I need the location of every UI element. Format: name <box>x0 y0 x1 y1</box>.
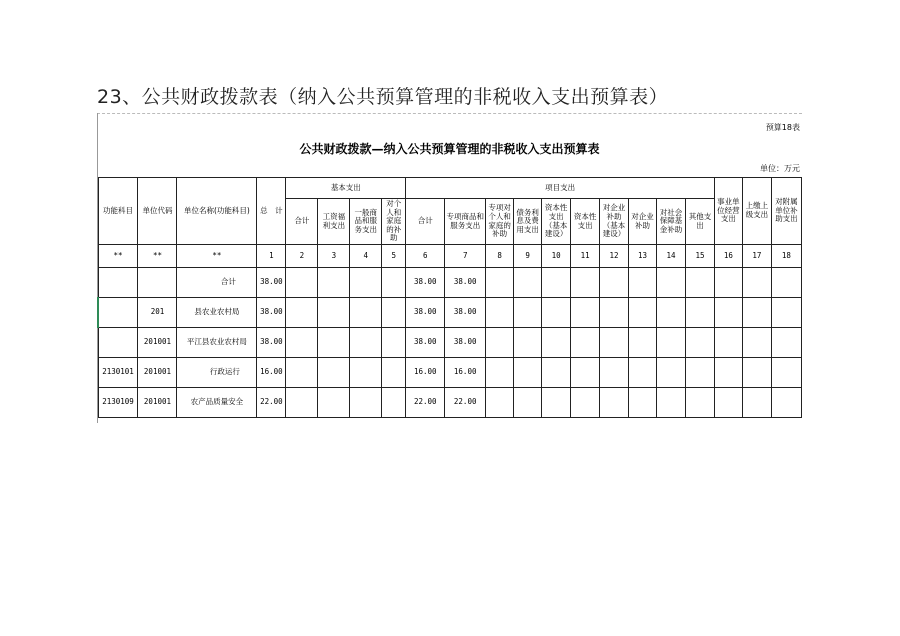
cell-empty[interactable] <box>571 328 600 358</box>
index-cell: 10 <box>542 245 571 268</box>
cell-empty[interactable] <box>486 388 514 418</box>
cell-empty[interactable] <box>286 268 318 298</box>
table-code: 预算18表 <box>765 123 800 132</box>
header-business-ops: 事业单位经营支出 <box>714 178 742 245</box>
cell-empty[interactable] <box>571 268 600 298</box>
cell-empty[interactable] <box>685 358 714 388</box>
header-enterprise-construction: 对企业补助（基本建设） <box>600 199 629 245</box>
cell-empty[interactable] <box>542 298 571 328</box>
cell-total[interactable]: 38.00 <box>257 328 286 358</box>
table-title: 公共财政拨款—纳入公共预算管理的非税收入支出预算表 <box>299 142 600 156</box>
cell-special-goods[interactable]: 38.00 <box>445 268 486 298</box>
unit-label: 单位：万元 <box>760 164 800 173</box>
table-row <box>98 268 802 298</box>
cell-empty[interactable] <box>657 328 686 358</box>
cell-empty[interactable] <box>542 388 571 418</box>
table-row <box>98 328 802 358</box>
cell-proj-total[interactable]: 16.00 <box>406 358 445 388</box>
cell-empty[interactable] <box>382 388 406 418</box>
index-cell: 7 <box>445 245 486 268</box>
cell-empty[interactable] <box>286 388 318 418</box>
cell-empty[interactable] <box>571 358 600 388</box>
cell-empty[interactable] <box>571 298 600 328</box>
header-proj-household: 专项对个人和家庭的补助 <box>486 199 514 245</box>
cell-empty[interactable] <box>657 268 686 298</box>
header-wages: 工资福利支出 <box>318 199 350 245</box>
cell-empty[interactable] <box>600 358 629 388</box>
cell-special-goods[interactable]: 22.00 <box>445 388 486 418</box>
cell-empty[interactable] <box>771 298 801 328</box>
index-cell: 17 <box>742 245 771 268</box>
header-upper-payment: 上缴上级支出 <box>742 178 771 245</box>
index-cell: 16 <box>714 245 742 268</box>
index-cell: 8 <box>486 245 514 268</box>
index-cell: 11 <box>571 245 600 268</box>
cell-empty[interactable] <box>600 298 629 328</box>
cell-name[interactable]: 农产品质量安全 <box>177 388 257 418</box>
cell-empty[interactable] <box>771 268 801 298</box>
cell-func[interactable] <box>98 268 138 298</box>
cell-empty[interactable] <box>600 328 629 358</box>
header-affiliated-subsidy: 对附属单位补助支出 <box>771 178 801 245</box>
header-basic-total: 合计 <box>286 199 318 245</box>
cell-func[interactable] <box>98 298 138 328</box>
cell-empty[interactable] <box>382 328 406 358</box>
cell-empty[interactable] <box>318 268 350 298</box>
cell-empty[interactable] <box>742 298 771 328</box>
cell-empty[interactable] <box>514 328 542 358</box>
cell-special-goods[interactable]: 38.00 <box>445 298 486 328</box>
cell-empty[interactable] <box>318 388 350 418</box>
cell-code[interactable]: 201001 <box>138 358 177 388</box>
index-cell: ** <box>138 245 177 268</box>
header-enterprise: 对企业补助 <box>629 199 657 245</box>
cell-name[interactable]: 平江县农业农村局 <box>177 328 257 358</box>
cell-empty[interactable] <box>486 268 514 298</box>
page-heading: 23、公共财政拨款表（纳入公共预算管理的非税收入支出预算表） <box>97 86 669 108</box>
cell-empty[interactable] <box>742 388 771 418</box>
sheet-top-border <box>97 113 802 114</box>
header-unit-code: 单位代码 <box>138 178 177 245</box>
cell-empty[interactable] <box>350 388 382 418</box>
cell-empty[interactable] <box>514 268 542 298</box>
cell-empty[interactable] <box>742 268 771 298</box>
cell-func[interactable]: 2130109 <box>98 388 138 418</box>
cell-empty[interactable] <box>286 358 318 388</box>
cell-func[interactable] <box>98 328 138 358</box>
cell-empty[interactable] <box>486 298 514 328</box>
cell-empty[interactable] <box>685 298 714 328</box>
index-cell: 6 <box>406 245 445 268</box>
cell-empty[interactable] <box>685 328 714 358</box>
index-cell: 18 <box>771 245 801 268</box>
index-cell: ** <box>177 245 257 268</box>
cell-total[interactable]: 16.00 <box>257 358 286 388</box>
index-cell: 13 <box>629 245 657 268</box>
cell-func[interactable]: 2130101 <box>98 358 138 388</box>
cell-proj-total[interactable]: 38.00 <box>406 268 445 298</box>
header-capital-construction: 资本性支出（基本建设） <box>542 199 571 245</box>
cell-empty[interactable] <box>382 298 406 328</box>
cell-code[interactable] <box>138 268 177 298</box>
cell-empty[interactable] <box>742 358 771 388</box>
cell-empty[interactable] <box>685 388 714 418</box>
cell-name[interactable]: 合计 <box>177 268 257 298</box>
cell-empty[interactable] <box>657 358 686 388</box>
cell-empty[interactable] <box>542 268 571 298</box>
table-row <box>98 298 802 328</box>
cell-total[interactable]: 38.00 <box>257 298 286 328</box>
header-project-group: 项目支出 <box>406 178 715 199</box>
table-row <box>98 388 802 418</box>
cell-empty[interactable] <box>542 328 571 358</box>
cell-empty[interactable] <box>600 388 629 418</box>
cell-empty[interactable] <box>714 388 742 418</box>
cell-empty[interactable] <box>714 268 742 298</box>
cell-empty[interactable] <box>350 358 382 388</box>
header-other: 其他支出 <box>685 199 714 245</box>
cell-empty[interactable] <box>629 328 657 358</box>
header-debt-interest: 债务利息及费用支出 <box>514 199 542 245</box>
cell-empty[interactable] <box>714 358 742 388</box>
budget-table <box>97 177 802 418</box>
header-total: 总 计 <box>257 178 286 245</box>
cell-code[interactable]: 201001 <box>138 388 177 418</box>
cell-empty[interactable] <box>771 358 801 388</box>
index-cell: 5 <box>382 245 406 268</box>
cell-empty[interactable] <box>382 268 406 298</box>
cell-proj-total[interactable]: 22.00 <box>406 388 445 418</box>
header-household-subsidy: 对个人和家庭的补助 <box>382 199 406 245</box>
cell-empty[interactable] <box>685 268 714 298</box>
cell-empty[interactable] <box>318 358 350 388</box>
index-cell: 12 <box>600 245 629 268</box>
cell-empty[interactable] <box>486 358 514 388</box>
cell-empty[interactable] <box>714 328 742 358</box>
cell-empty[interactable] <box>657 298 686 328</box>
cell-empty[interactable] <box>657 388 686 418</box>
cell-empty[interactable] <box>350 328 382 358</box>
header-unit-name: 单位名称(功能科目) <box>177 178 257 245</box>
cell-empty[interactable] <box>629 358 657 388</box>
cell-empty[interactable] <box>600 268 629 298</box>
cell-proj-total[interactable]: 38.00 <box>406 328 445 358</box>
index-cell: 9 <box>514 245 542 268</box>
header-social-security: 对社会保障基金补助 <box>657 199 686 245</box>
cell-empty[interactable] <box>350 298 382 328</box>
index-cell: 1 <box>257 245 286 268</box>
cell-empty[interactable] <box>571 388 600 418</box>
cell-empty[interactable] <box>286 328 318 358</box>
cell-empty[interactable] <box>514 298 542 328</box>
index-cell: ** <box>98 245 138 268</box>
cell-total[interactable]: 22.00 <box>257 388 286 418</box>
cell-empty[interactable] <box>286 298 318 328</box>
cell-empty[interactable] <box>318 298 350 328</box>
spreadsheet-sheet <box>97 113 802 423</box>
cell-code[interactable]: 201001 <box>138 328 177 358</box>
header-proj-total: 合计 <box>406 199 445 245</box>
cell-name[interactable]: 行政运行 <box>177 358 257 388</box>
index-cell: 3 <box>318 245 350 268</box>
cell-empty[interactable] <box>350 268 382 298</box>
header-goods-services: 一般商品和服务支出 <box>350 199 382 245</box>
index-cell: 14 <box>657 245 686 268</box>
cell-empty[interactable] <box>771 328 801 358</box>
cell-code[interactable]: 201 <box>138 298 177 328</box>
index-cell: 15 <box>685 245 714 268</box>
cell-empty[interactable] <box>318 328 350 358</box>
index-cell: 2 <box>286 245 318 268</box>
cell-empty[interactable] <box>542 358 571 388</box>
cell-special-goods[interactable]: 16.00 <box>445 358 486 388</box>
cell-empty[interactable] <box>629 388 657 418</box>
cell-special-goods[interactable]: 38.00 <box>445 328 486 358</box>
header-capital: 资本性支出 <box>571 199 600 245</box>
header-func-subject: 功能科目 <box>98 178 138 245</box>
cell-empty[interactable] <box>714 298 742 328</box>
cell-empty[interactable] <box>514 358 542 388</box>
cell-empty[interactable] <box>382 358 406 388</box>
cell-total[interactable]: 38.00 <box>257 268 286 298</box>
cell-empty[interactable] <box>742 328 771 358</box>
cell-proj-total[interactable]: 38.00 <box>406 298 445 328</box>
cell-empty[interactable] <box>486 328 514 358</box>
cell-empty[interactable] <box>771 388 801 418</box>
index-cell: 4 <box>350 245 382 268</box>
header-special-goods: 专项商品和服务支出 <box>445 199 486 245</box>
cell-empty[interactable] <box>629 268 657 298</box>
cell-name[interactable]: 县农业农村局 <box>177 298 257 328</box>
table-row <box>98 358 802 388</box>
cell-empty[interactable] <box>629 298 657 328</box>
cell-empty[interactable] <box>514 388 542 418</box>
header-basic-group: 基本支出 <box>286 178 406 199</box>
